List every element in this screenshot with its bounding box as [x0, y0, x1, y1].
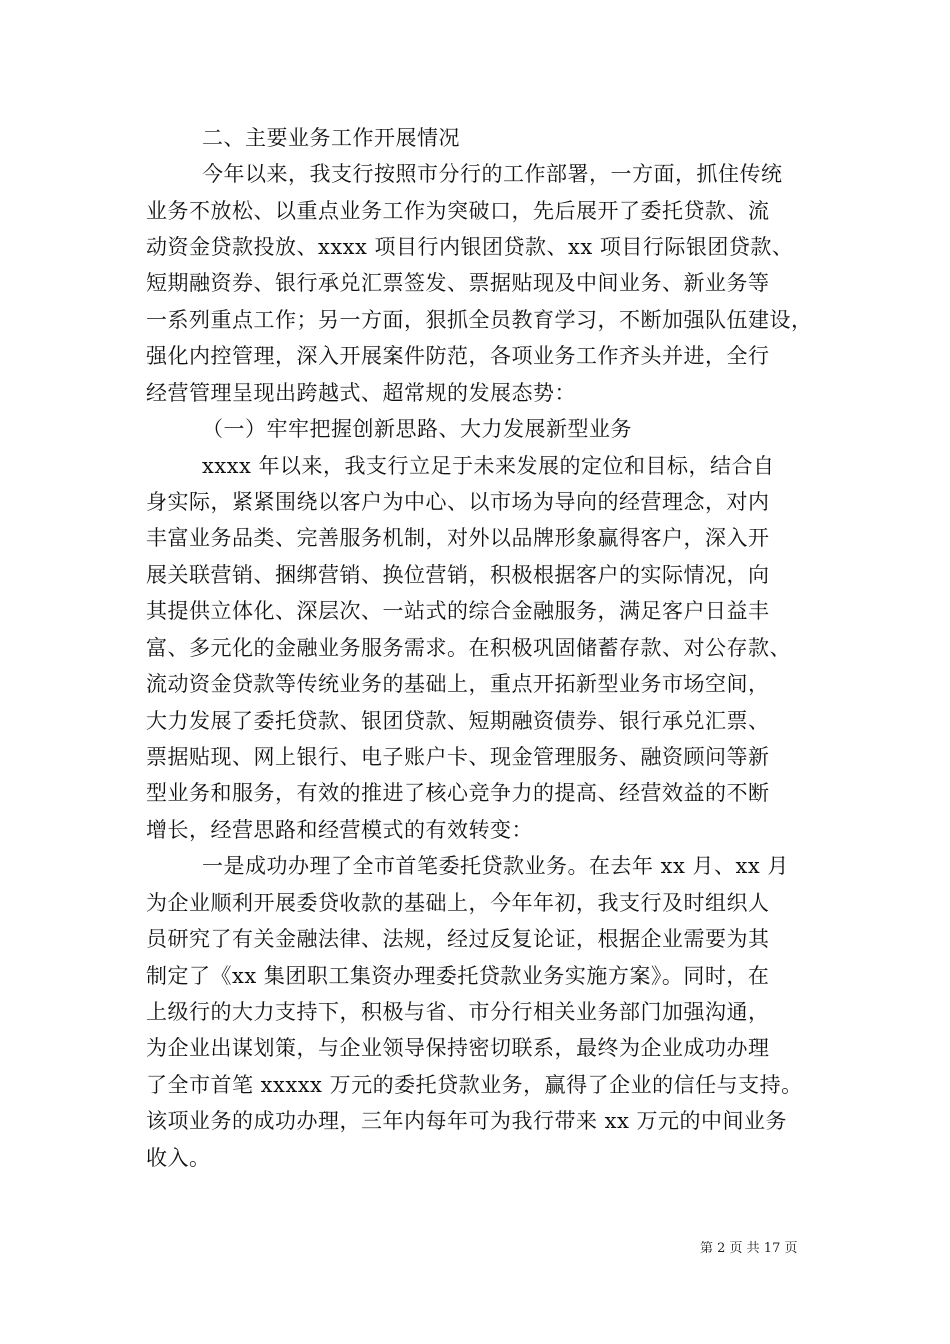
- paragraph-line: 员研究了有关金融法律、法规，经过反复论证，根据企业需要为其: [146, 927, 770, 951]
- paragraph-line: 展关联营销、捆绑营销、换位营销，积极根据客户的实际情况，向: [146, 563, 770, 587]
- paragraph-line: 为企业顺利开展委贷收款的基础上，今年年初，我支行及时组织人: [146, 891, 770, 915]
- paragraph-line: 丰富业务品类、完善服务机制，对外以品牌形象赢得客户，深入开: [146, 526, 770, 550]
- paragraph-line: xxxx 年以来，我支行立足于未来发展的定位和目标，结合自: [202, 454, 775, 478]
- page-number: 第 2 页 共 17 页: [700, 1241, 798, 1256]
- paragraph-line: 制定了《xx 集团职工集资办理委托贷款业务实施方案》。同时，在: [146, 964, 770, 988]
- paragraph-line: 为企业出谋划策，与企业领导保持密切联系，最终为企业成功办理: [146, 1036, 770, 1060]
- paragraph-line: 经营管理呈现出跨越式、超常规的发展态势：: [146, 381, 576, 405]
- paragraph-line: 其提供立体化、深层次、一站式的综合金融服务，满足客户日益丰: [146, 599, 770, 623]
- paragraph-line: 了全市首笔 xxxxx 万元的委托贷款业务，赢得了企业的信任与支持。: [146, 1073, 803, 1097]
- paragraph-line: 动资金贷款投放、xxxx 项目行内银团贷款、xx 项目行际银团贷款、: [146, 235, 794, 259]
- paragraph-line: 该项业务的成功办理，三年内每年可为我行带来 xx 万元的中间业务: [146, 1109, 788, 1133]
- paragraph-line: 短期融资券、银行承兑汇票签发、票据贴现及中间业务、新业务等: [146, 271, 770, 295]
- paragraph-line: 上级行的大力支持下，积极与省、市分行相关业务部门加强沟通，: [146, 1000, 770, 1024]
- paragraph-line: 收入。: [146, 1146, 211, 1170]
- paragraph-line: 富、多元化的金融业务服务需求。在积极巩固储蓄存款、对公存款、: [146, 636, 791, 660]
- paragraph-line: 身实际，紧紧围绕以客户为中心、以市场为导向的经营理念，对内: [146, 490, 770, 514]
- section-heading: 二、主要业务工作开展情况: [202, 126, 460, 150]
- paragraph-line: 增长，经营思路和经营模式的有效转变：: [146, 818, 533, 842]
- subsection-heading: （一）牢牢把握创新思路、大力发展新型业务: [202, 417, 632, 441]
- paragraph-line: 型业务和服务，有效的推进了核心竞争力的提高、经营效益的不断: [146, 781, 770, 805]
- paragraph-line: 今年以来，我支行按照市分行的工作部署，一方面，抓住传统: [202, 162, 783, 186]
- paragraph-line: 票据贴现、网上银行、电子账户卡、现金管理服务、融资顾问等新: [146, 745, 770, 769]
- paragraph-line: 强化内控管理，深入开展案件防范，各项业务工作齐头并进，全行: [146, 344, 770, 368]
- paragraph-line: 一系列重点工作；另一方面，狠抓全员教育学习，不断加强队伍建设，: [146, 308, 813, 332]
- paragraph-line: 业务不放松、以重点业务工作为突破口，先后展开了委托贷款、流: [146, 199, 770, 223]
- paragraph-line: 流动资金贷款等传统业务的基础上，重点开拓新型业务市场空间，: [146, 672, 770, 696]
- paragraph-line: 大力发展了委托贷款、银团贷款、短期融资债券、银行承兑汇票、: [146, 709, 770, 733]
- paragraph-line: 一是成功办理了全市首笔委托贷款业务。在去年 xx 月、xx 月: [202, 854, 789, 878]
